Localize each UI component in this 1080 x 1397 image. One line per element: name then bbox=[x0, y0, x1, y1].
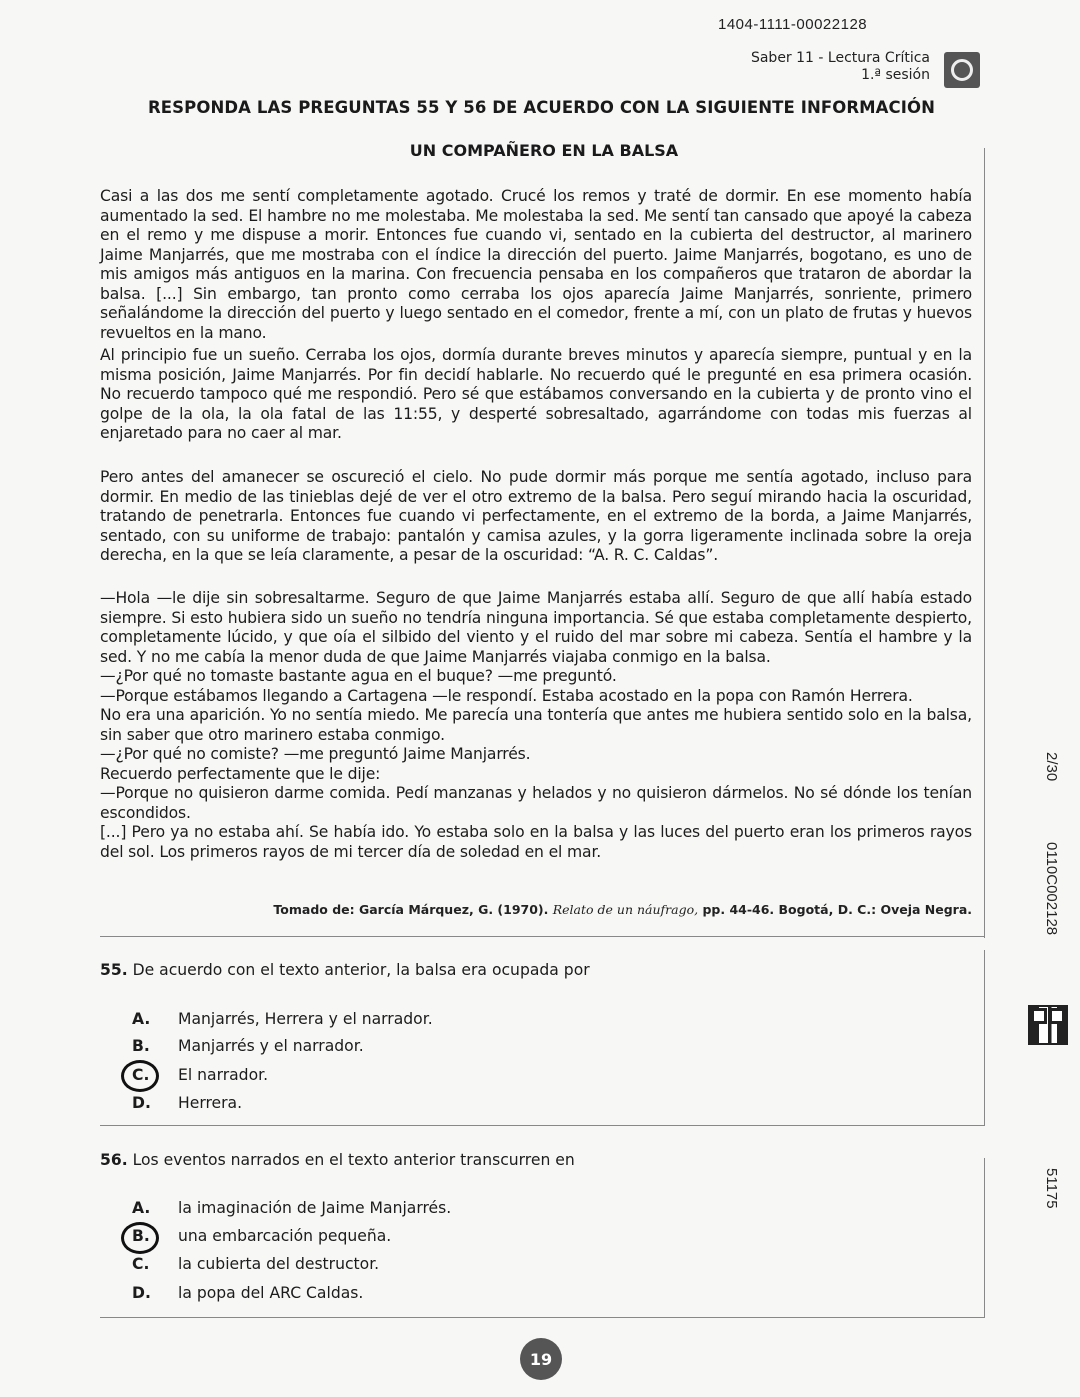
document-code: 1404-1111-00022128 bbox=[718, 16, 868, 33]
answer-mark-circle bbox=[121, 1222, 159, 1254]
question-55-option-b[interactable]: B. Manjarrés y el narrador. bbox=[132, 1037, 364, 1055]
answer-mark-circle bbox=[121, 1060, 159, 1092]
question-56-option-c[interactable]: C. la cubierta del destructor. bbox=[132, 1255, 380, 1273]
question-55-stem: 55. De acuerdo con el texto anterior, la balsa era ocupada por bbox=[100, 961, 590, 979]
dialogue-line: —Porque no quisieron darme comida. Pedí manzanas y helados y no quisieron dármelos. No sé dónde los tenían escondidos. bbox=[100, 784, 972, 822]
dialogue-line: —Porque estábamos llegando a Cartagena —le respondí. Estaba acostado en la popa con Ramón Herrera. bbox=[100, 686, 913, 705]
question-55-bottom-border bbox=[100, 1125, 985, 1126]
question-56-option-d[interactable]: D. la popa del ARC Caldas. bbox=[132, 1284, 364, 1302]
question-55-option-d[interactable]: D. Herrera. bbox=[132, 1094, 243, 1112]
question-56-option-a[interactable]: A. la imaginación de Jaime Manjarrés. bbox=[132, 1199, 452, 1217]
exam-subject: Saber 11 - Lectura Crítica bbox=[750, 50, 930, 66]
question-56-right-border bbox=[984, 1158, 985, 1318]
page-fraction-label: 2/30 bbox=[1043, 752, 1060, 782]
sheet-code-label: 0110C002128 bbox=[1043, 842, 1060, 936]
question-56-option-b[interactable]: B. una embarcación pequeña. bbox=[132, 1227, 392, 1245]
passage-box-right-border bbox=[984, 148, 985, 938]
passage-paragraph-3: Pero antes del amanecer se oscureció el cielo. No pude dormir más porque me sentía agotado, incluso para dormir. En medio de las tinieblas dejé de ver el otro extremo de la balsa. Pero seguí mirando hacia la oscuridad, tratando de penetrarla. Entonces fue cuando vi perfectamente, en el extremo de la borda, a Jaime Manjarrés, sentado, con su uniforme de trabajo: pantalón y camisa azules, y la gorra ligeramente inclinada sobre la oreja derecha, en la que se leía claramente, a pesar de la oscuridad: “A. R. C. Caldas”. bbox=[100, 468, 972, 564]
passage-title: UN COMPAÑERO EN LA BALSA bbox=[409, 141, 679, 160]
dialogue-line: —¿Por qué no comiste? —me preguntó Jaime Manjarrés. bbox=[100, 745, 531, 763]
question-55-option-c[interactable]: C. El narrador. bbox=[132, 1066, 269, 1084]
exam-header bbox=[751, 50, 930, 84]
question-56-bottom-border bbox=[100, 1317, 985, 1318]
exam-session: 1.ª sesión bbox=[861, 67, 930, 83]
booklet-number-label: 51175 bbox=[1043, 1168, 1060, 1209]
question-56-stem: 56. Los eventos narrados en el texto anterior transcurren en bbox=[100, 1151, 575, 1169]
instruction-heading: RESPONDA LAS PREGUNTAS 55 Y 56 DE ACUERDO CON LA SIGUIENTE INFORMACIÓN bbox=[148, 98, 936, 117]
passage-paragraph-2: Al principio fue un sueño. Cerraba los ojos, dormía durante breves minutos y aparecía siempre, puntual y en la misma posición, Jaime Manjarrés. Por fin decidí hablarle. No recuerdo qué le pregunté en esa primera ocasión. No recuerdo tampoco qué me respondió. Pero sé que estábamos conversando en la cubierta y de pronto vino el golpe de la ola, la ola fatal de las 11:55, y desperté sobresaltado, agarrándome con todas mis fuerzas al enjaretado para no caer al mar. bbox=[100, 346, 972, 442]
passage-dialogue bbox=[100, 589, 972, 862]
passage-box-bottom-border bbox=[100, 936, 985, 937]
dialogue-line: Recuerdo perfectamente que le dije: bbox=[100, 764, 381, 783]
passage-paragraph-1: Casi a las dos me sentí completamente agotado. Crucé los remos y traté de dormir. En ese momento había aumentado la sed. El hambre no me molestaba. Me molestaba la sed. Me sentí tan cansado que apoyé la cabeza en el remo y me dispuse a morir. Entonces fue cuando vi, sentado en la cubierta del destructor, al marinero Jaime Manjarrés, que me mostraba con el índice la dirección del puerto. Jaime Manjarrés, bogotano, es uno de mis amigos más antiguos en la marina. Con frecuencia pensaba en los compañeros que trataron de abordar la balsa. [...] Sin embargo, tan pronto como cerraba los ojos aparecía Jaime Manjarrés, sonriente, primero señalándome la dirección del puerto y luego sentado en el comedor, frente a mí, con un plato de frutas y huevos revueltos en la mano. bbox=[100, 187, 972, 342]
page-number-badge: 19 bbox=[520, 1338, 562, 1380]
question-55-right-border bbox=[984, 950, 985, 1126]
question-55-option-a[interactable]: A. Manjarrés, Herrera y el narrador. bbox=[132, 1010, 433, 1028]
source-citation: Tomado de: García Márquez, G. (1970). Relato de un náufrago, pp. 44-46. Bogotá, D. C.: Oveja Negra. bbox=[273, 902, 972, 917]
dialogue-line: [...] Pero ya no estaba ahí. Se había ido. Yo estaba solo en la balsa y las luces del puerto eran los primeros rayos del sol. Los primeros rayos de mi tercer día de soledad en el mar. bbox=[100, 823, 972, 861]
qr-code-icon bbox=[1028, 1005, 1068, 1045]
dialogue-line: No era una aparición. Yo no sentía miedo. Me parecía una tontería que antes me hubiera sentido solo en la balsa, sin saber que otro marinero estaba conmigo. bbox=[100, 706, 972, 744]
eye-icon bbox=[944, 52, 980, 88]
dialogue-line: —Hola —le dije sin sobresaltarme. Seguro de que Jaime Manjarrés estaba allí. Seguro de que allí había estado siempre. Si esto hubiera sido un sueño no tendría ninguna importancia. Sé que estaba completamente despierto, completamente lúcido, y que oía el silbido del viento y el ruido del mar sobre mi cabeza. Sentía el hambre y la sed. Y no me cabía la menor duda de que Jaime Manjarrés viajaba conmigo en la balsa. bbox=[100, 589, 972, 666]
dialogue-line: —¿Por qué no tomaste bastante agua en el buque? —me preguntó. bbox=[100, 667, 617, 685]
